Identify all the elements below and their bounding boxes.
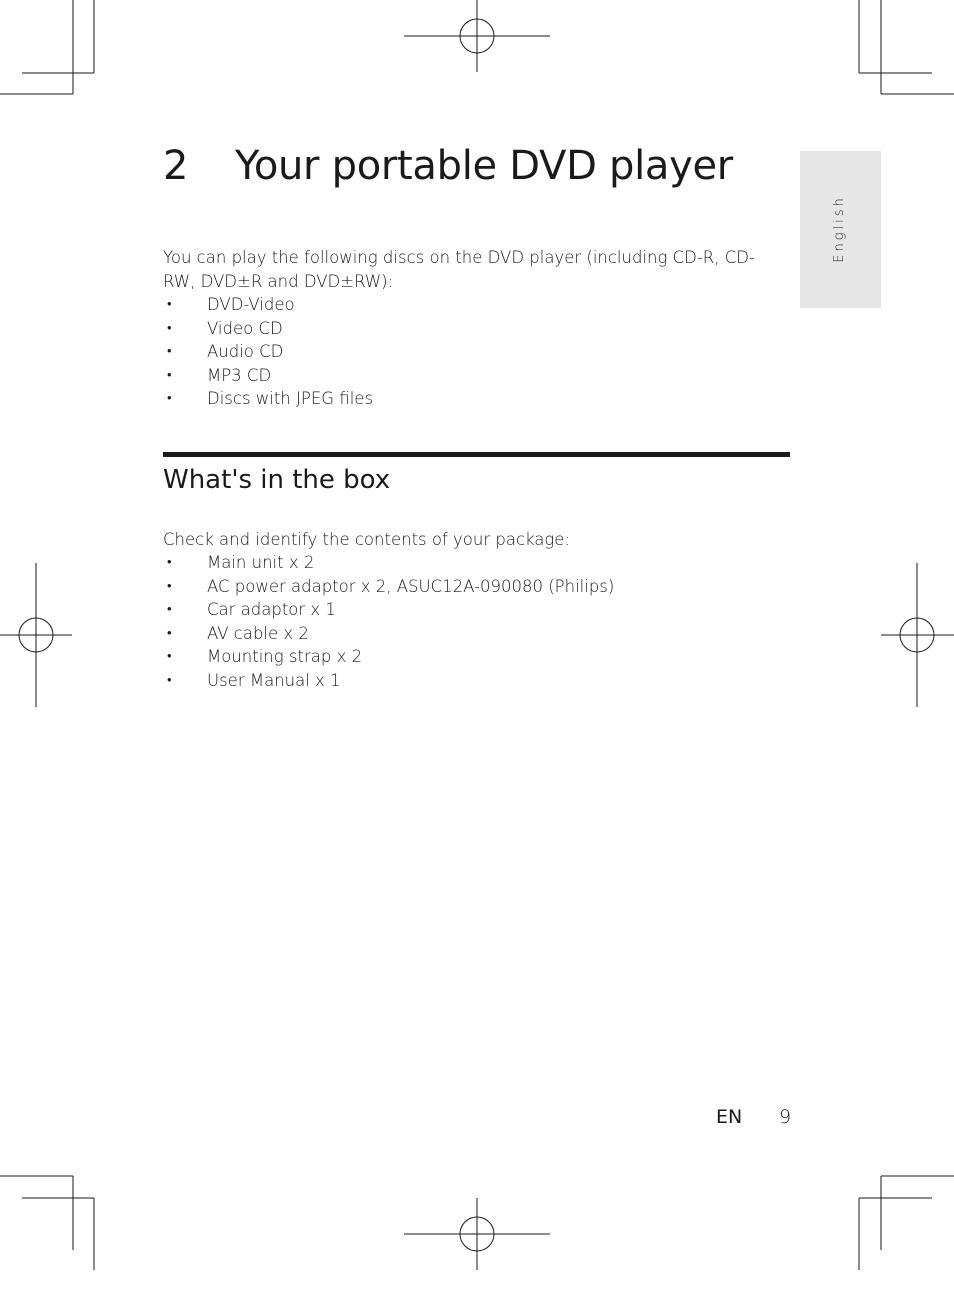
list-item: • Audio CD	[163, 340, 373, 364]
list-item: • MP3 CD	[163, 364, 373, 388]
footer-language-code: EN	[716, 1106, 743, 1128]
list-item: • Car adaptor x 1	[163, 598, 614, 622]
language-tab	[800, 151, 881, 308]
list-item: • Discs with JPEG files	[163, 387, 373, 411]
section-title: What's in the box	[163, 465, 391, 495]
list-item: • AC power adaptor x 2, ASUC12A-090080 (Philips)	[163, 575, 614, 599]
disc-type-list	[163, 293, 373, 411]
language-tab-label: English	[832, 195, 847, 263]
list-item: • Main unit x 2	[163, 551, 614, 575]
section-intro: Check and identify the contents of your package:	[163, 530, 571, 549]
intro-paragraph: You can play the following discs on the DVD player (including CD-R, CD-RW, DVD±R and DVD±RW):	[163, 248, 755, 291]
chapter-number: 2	[163, 143, 189, 189]
page-number: 9	[779, 1106, 792, 1128]
box-contents-list	[163, 551, 614, 692]
list-item: • Mounting strap x 2	[163, 645, 614, 669]
list-item: • User Manual x 1	[163, 669, 614, 693]
list-item: • AV cable x 2	[163, 622, 614, 646]
section-divider	[163, 452, 790, 457]
chapter-title-text: Your portable DVD player	[235, 143, 733, 189]
chapter-title	[163, 143, 733, 189]
list-item: • Video CD	[163, 317, 373, 341]
list-item: • DVD-Video	[163, 293, 373, 317]
